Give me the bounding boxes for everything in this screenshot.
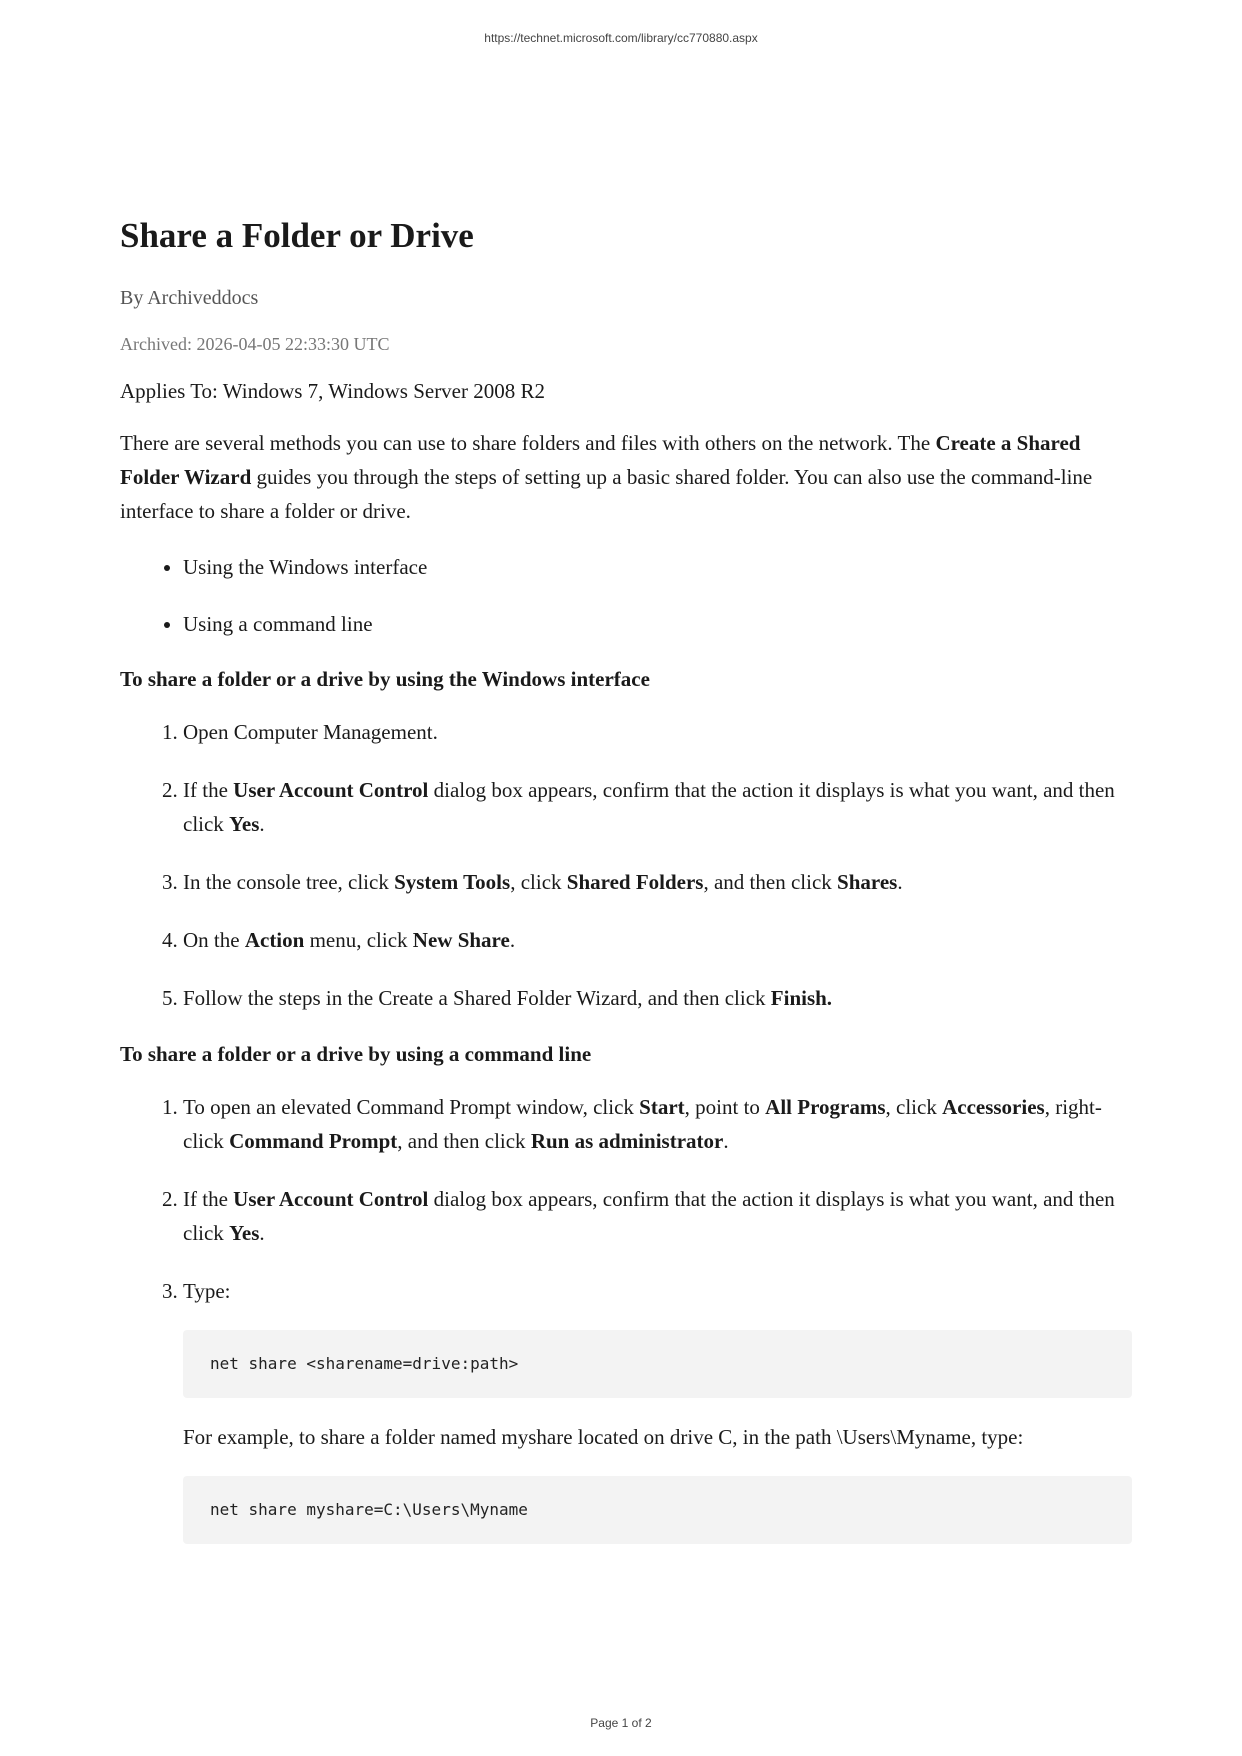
byline: By Archiveddocs <box>120 287 259 309</box>
page-title: Share a Folder or Drive <box>120 216 474 255</box>
step-item: 1. To open an elevated Command Prompt window, click Start, point to All Programs, click Accessories, right-click Command Prompt, and then click Run as administrator. <box>183 1090 1132 1158</box>
page-number: Page 1 of 2 <box>590 1716 652 1730</box>
step-item: 5. Follow the steps in the Create a Shared Folder Wizard, and then click Finish. <box>183 981 1132 1015</box>
code-block: net share <sharename=drive:path> <box>183 1330 1132 1398</box>
step-item: 2. If the User Account Control dialog box appears, confirm that the action it displays is what you want, and then click Yes. <box>183 773 1132 841</box>
code-block: net share myshare=C:\Users\Myname <box>183 1476 1132 1544</box>
windows-steps <box>120 715 1132 1015</box>
list-item: • Using a command line <box>183 607 1132 641</box>
section-heading-windows: To share a folder or a drive by using the Windows interface <box>120 667 650 691</box>
list-item: • Using the Windows interface <box>183 550 1132 584</box>
section-heading-command-line: To share a folder or a drive by using a command line <box>120 1042 592 1066</box>
step-item: 4. On the Action menu, click New Share. <box>183 923 1132 957</box>
article <box>120 208 1132 1568</box>
page-url: https://technet.microsoft.com/library/cc770880.aspx <box>484 31 758 45</box>
command-line-steps <box>120 1090 1132 1544</box>
step-item: 1. Open Computer Management. <box>183 715 1132 749</box>
intro-paragraph: There are several methods you can use to share folders and files with others on the network. The Create a Shared Folder Wizard guides you through the steps of setting up a basic shared folder. You can also use the command-line interface to share a folder or drive. <box>120 431 1093 523</box>
step-item: 3. Type: net share <sharename=drive:path> For example, to share a folder named myshare located on drive C, in the path \Users\Myname, type: net share myshare=C:\Users\Myname <box>183 1274 1132 1544</box>
step-item: 2. If the User Account Control dialog box appears, confirm that the action it displays is what you want, and then click Yes. <box>183 1182 1132 1250</box>
applies-to: Applies To: Windows 7, Windows Server 2008 R2 <box>120 379 546 403</box>
step-item: 3. In the console tree, click System Tools, click Shared Folders, and then click Shares. <box>183 865 1132 899</box>
archived-date: Archived: 2026-04-05 22:33:30 UTC <box>120 334 390 354</box>
methods-list <box>120 550 1132 641</box>
example-text: For example, to share a folder named myshare located on drive C, in the path \Users\Myname, type: <box>183 1425 1024 1449</box>
